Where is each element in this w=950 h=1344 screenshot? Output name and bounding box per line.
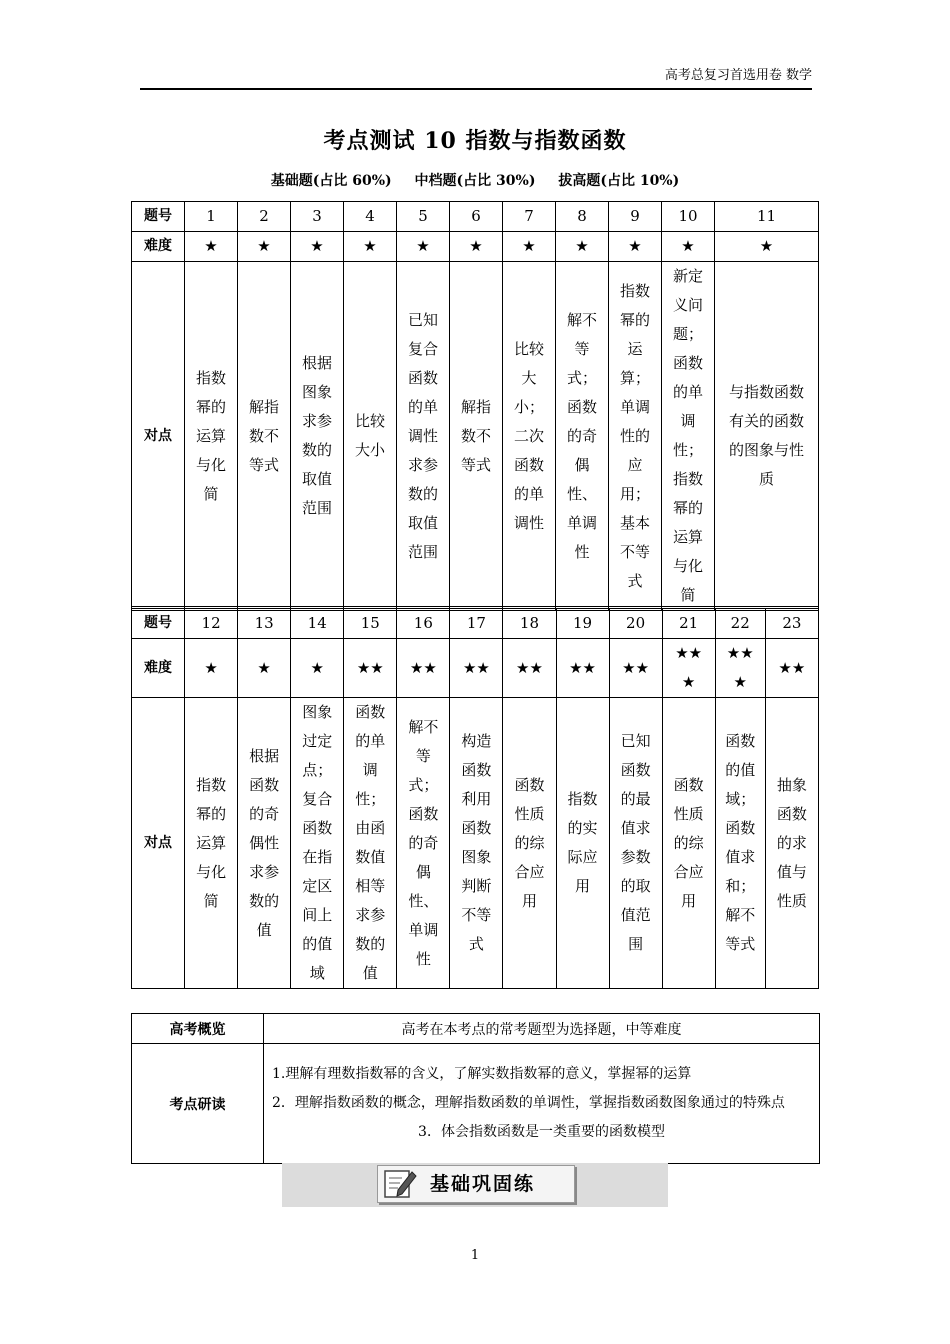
study-label: 考点研读 (132, 1044, 264, 1164)
pencil-icon (382, 1168, 418, 1200)
question-number: 16 (397, 608, 450, 639)
banner-box (377, 1165, 575, 1203)
difficulty-stars: ★★★ (675, 644, 703, 691)
ratio-basic: 基础题(占比 60%) (270, 173, 392, 189)
question-table-1 (131, 201, 819, 611)
question-table-2 (131, 606, 819, 989)
question-number: 21 (662, 608, 715, 639)
topic-text: 图象过定点；复合函数在指定区间上的值域 (302, 703, 333, 982)
question-number: 9 (609, 202, 662, 232)
page-title: 考点测试 10 指数与指数函数 (323, 128, 627, 154)
topic-text: 函数的单调性；由函数值相等求参数的值 (355, 703, 386, 982)
difficulty-label: 难度 (132, 639, 185, 698)
topic-text: 解不等式；函数的奇偶性、单调性 (566, 310, 597, 561)
topic-text: 已知复合函数的单调性求参数的取值范围 (407, 310, 438, 561)
running-header (140, 64, 812, 90)
topic-text: 根据图象求参数的取值范围 (301, 354, 332, 517)
question-number: 1 (185, 202, 238, 232)
difficulty-label: 难度 (132, 232, 185, 262)
question-number: 11 (715, 202, 819, 232)
difficulty-stars: ★★ (556, 639, 609, 698)
difficulty-stars: ★ (397, 232, 450, 262)
overview-text: 高考在本考点的常考题型为选择题，中等难度 (264, 1014, 820, 1044)
topic-text: 抽象函数的求值与性质 (776, 775, 807, 910)
difficulty-stars: ★ (291, 232, 344, 262)
topic-text: 根据函数的奇偶性求参数的值 (249, 746, 280, 939)
difficulty-stars: ★ (185, 639, 238, 698)
difficulty-stars: ★★ (503, 639, 556, 698)
difficulty-stars: ★ (662, 232, 715, 262)
question-number: 15 (344, 608, 397, 639)
study-point-1: 1.理解有理数指数幂的含义，了解实数指数幂的意义，掌握幂的运算 (272, 1066, 692, 1082)
topic-text: 函数的值域；函数值求和；解不等式 (725, 732, 756, 953)
difficulty-ratio-line (0, 170, 950, 190)
difficulty-stars: ★ (185, 232, 238, 262)
difficulty-row (132, 232, 819, 262)
difficulty-stars: ★★ (450, 639, 503, 698)
question-number: 10 (662, 202, 715, 232)
overview-label: 高考概览 (132, 1014, 264, 1044)
ratio-hard: 拔高题(占比 10%) (558, 173, 680, 189)
difficulty-stars: ★ (344, 232, 397, 262)
topic-label: 对点 (132, 262, 185, 611)
topic-text: 与指数函数有关的函数的图象与性质 (728, 383, 804, 488)
question-number: 18 (503, 608, 556, 639)
ratio-medium: 中档题(占比 30%) (414, 173, 536, 189)
exam-overview-table (131, 1013, 820, 1164)
difficulty-stars: ★ (715, 232, 819, 262)
question-number: 19 (556, 608, 609, 639)
topic-text: 函数性质的综合应用 (673, 775, 704, 910)
topic-text: 解指数不等式 (248, 397, 279, 474)
question-number: 8 (556, 202, 609, 232)
topic-row (132, 698, 819, 989)
question-number: 2 (238, 202, 291, 232)
page-number: 1 (470, 1248, 480, 1263)
topic-text: 指数幂的运算；单调性的应用；基本不等式 (619, 281, 650, 590)
question-number: 22 (715, 608, 765, 639)
study-point-2: 2．理解指数函数的概念，理解指数函数的单调性，掌握指数函数图象通过的特殊点 (272, 1095, 785, 1111)
question-number: 4 (344, 202, 397, 232)
difficulty-stars: ★★★ (726, 644, 754, 691)
question-number: 23 (765, 608, 818, 639)
topic-text: 指数幂的运算与化简 (195, 368, 226, 503)
difficulty-stars: ★ (556, 232, 609, 262)
topic-text: 新定义问题；函数的单调性；指数幂的运算与化简 (672, 267, 703, 604)
banner-text: 基础巩固练 (430, 1173, 536, 1195)
difficulty-stars: ★ (238, 232, 291, 262)
topic-text: 已知函数的最值求参数的取值范围 (620, 732, 651, 953)
question-number: 6 (450, 202, 503, 232)
section-banner (282, 1163, 668, 1207)
question-number: 7 (503, 202, 556, 232)
number-label: 题号 (132, 202, 185, 232)
question-number: 17 (450, 608, 503, 639)
topic-text: 函数性质的综合应用 (514, 775, 545, 910)
topic-text: 指数幂的运算与化简 (196, 775, 227, 910)
question-number: 5 (397, 202, 450, 232)
difficulty-stars: ★★ (344, 639, 397, 698)
difficulty-stars: ★ (503, 232, 556, 262)
study-point-3: 3．体会指数函数是一类重要的函数模型 (418, 1124, 665, 1140)
difficulty-stars: ★ (609, 232, 662, 262)
topic-text: 比较大小 (354, 412, 385, 459)
difficulty-stars: ★ (238, 639, 291, 698)
topic-row (132, 262, 819, 611)
question-number: 3 (291, 202, 344, 232)
difficulty-stars: ★★ (765, 639, 818, 698)
topic-text: 解不等式；函数的奇偶性、单调性 (408, 717, 439, 968)
number-row (132, 202, 819, 232)
question-number: 14 (291, 608, 344, 639)
topic-label: 对点 (132, 698, 185, 989)
difficulty-row (132, 639, 819, 698)
topic-text: 指数的实际应用 (567, 790, 598, 895)
difficulty-stars: ★ (291, 639, 344, 698)
question-number: 12 (185, 608, 238, 639)
topic-text: 解指数不等式 (460, 397, 491, 474)
topic-text: 构造函数利用函数图象判断不等式 (461, 732, 492, 953)
question-number: 20 (609, 608, 662, 639)
question-number: 13 (238, 608, 291, 639)
difficulty-stars: ★★ (397, 639, 450, 698)
number-row (132, 608, 819, 639)
difficulty-stars: ★ (450, 232, 503, 262)
running-title: 高考总复习首选用卷 数学 (664, 68, 812, 83)
difficulty-stars: ★★ (609, 639, 662, 698)
number-label: 题号 (132, 608, 185, 639)
topic-text: 比较大小；二次函数的单调性 (513, 339, 544, 532)
